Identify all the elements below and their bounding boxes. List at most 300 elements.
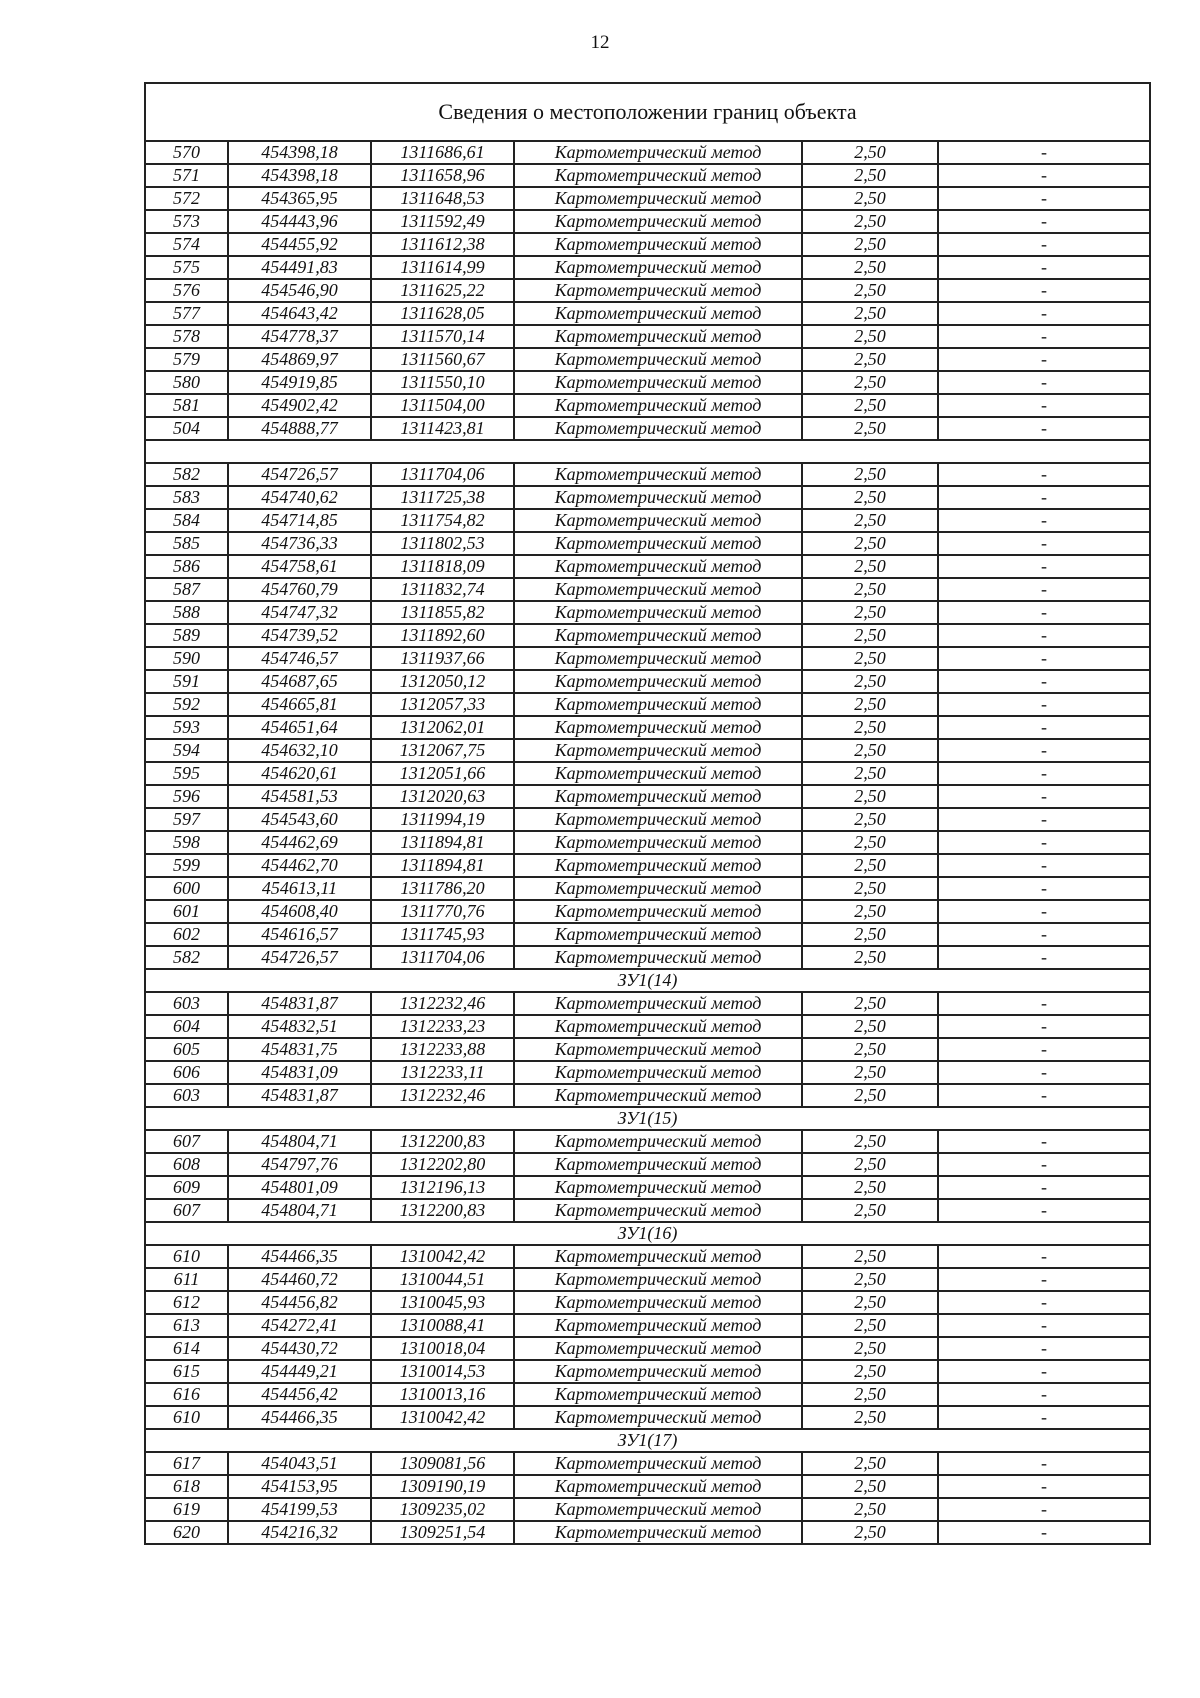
accuracy-cell: 2,50 [802, 279, 938, 302]
point-number-cell: 610 [145, 1406, 228, 1429]
x-coordinate-cell: 454801,09 [228, 1176, 371, 1199]
method-cell: Картометрический метод [514, 348, 802, 371]
x-coordinate-cell: 454456,42 [228, 1383, 371, 1406]
y-coordinate-cell: 1311686,61 [371, 141, 514, 164]
method-cell: Картометрический метод [514, 877, 802, 900]
x-coordinate-cell: 454760,79 [228, 578, 371, 601]
description-cell: - [938, 325, 1150, 348]
y-coordinate-cell: 1312233,88 [371, 1038, 514, 1061]
x-coordinate-cell: 454736,33 [228, 532, 371, 555]
description-cell: - [938, 1245, 1150, 1268]
accuracy-cell: 2,50 [802, 256, 938, 279]
x-coordinate-cell: 454466,35 [228, 1406, 371, 1429]
accuracy-cell: 2,50 [802, 1153, 938, 1176]
point-number-cell: 580 [145, 371, 228, 394]
method-cell: Картометрический метод [514, 762, 802, 785]
y-coordinate-cell: 1312202,80 [371, 1153, 514, 1176]
description-cell: - [938, 417, 1150, 440]
point-number-cell: 593 [145, 716, 228, 739]
table-row [145, 187, 1150, 210]
y-coordinate-cell: 1309251,54 [371, 1521, 514, 1544]
table-row [145, 900, 1150, 923]
table-row [145, 210, 1150, 233]
description-cell: - [938, 923, 1150, 946]
description-cell: - [938, 555, 1150, 578]
table-row [145, 1406, 1150, 1429]
x-coordinate-cell: 454272,41 [228, 1314, 371, 1337]
method-cell: Картометрический метод [514, 371, 802, 394]
method-cell: Картометрический метод [514, 233, 802, 256]
method-cell: Картометрический метод [514, 1452, 802, 1475]
point-number-cell: 586 [145, 555, 228, 578]
y-coordinate-cell: 1310088,41 [371, 1314, 514, 1337]
accuracy-cell: 2,50 [802, 1521, 938, 1544]
section-header-row [145, 1107, 1150, 1130]
description-cell: - [938, 256, 1150, 279]
x-coordinate-cell: 454651,64 [228, 716, 371, 739]
description-cell: - [938, 762, 1150, 785]
accuracy-cell: 2,50 [802, 578, 938, 601]
y-coordinate-cell: 1309081,56 [371, 1452, 514, 1475]
x-coordinate-cell: 454430,72 [228, 1337, 371, 1360]
method-cell: Картометрический метод [514, 1245, 802, 1268]
y-coordinate-cell: 1310042,42 [371, 1406, 514, 1429]
description-cell: - [938, 578, 1150, 601]
blank-cell [145, 440, 1150, 463]
method-cell: Картометрический метод [514, 555, 802, 578]
table-row [145, 394, 1150, 417]
y-coordinate-cell: 1312051,66 [371, 762, 514, 785]
table-row [145, 647, 1150, 670]
description-cell: - [938, 1406, 1150, 1429]
point-number-cell: 587 [145, 578, 228, 601]
y-coordinate-cell: 1311818,09 [371, 555, 514, 578]
description-cell: - [938, 1130, 1150, 1153]
accuracy-cell: 2,50 [802, 371, 938, 394]
point-number-cell: 591 [145, 670, 228, 693]
x-coordinate-cell: 454620,61 [228, 762, 371, 785]
x-coordinate-cell: 454714,85 [228, 509, 371, 532]
description-cell: - [938, 371, 1150, 394]
accuracy-cell: 2,50 [802, 716, 938, 739]
table-row [145, 348, 1150, 371]
table-body [145, 141, 1150, 1544]
x-coordinate-cell: 454616,57 [228, 923, 371, 946]
x-coordinate-cell: 454043,51 [228, 1452, 371, 1475]
point-number-cell: 620 [145, 1521, 228, 1544]
description-cell: - [938, 693, 1150, 716]
y-coordinate-cell: 1310018,04 [371, 1337, 514, 1360]
table-row [145, 1199, 1150, 1222]
accuracy-cell: 2,50 [802, 210, 938, 233]
accuracy-cell: 2,50 [802, 555, 938, 578]
accuracy-cell: 2,50 [802, 1360, 938, 1383]
accuracy-cell: 2,50 [802, 693, 938, 716]
accuracy-cell: 2,50 [802, 762, 938, 785]
x-coordinate-cell: 454831,75 [228, 1038, 371, 1061]
method-cell: Картометрический метод [514, 279, 802, 302]
method-cell: Картометрический метод [514, 578, 802, 601]
x-coordinate-cell: 454831,87 [228, 992, 371, 1015]
y-coordinate-cell: 1312232,46 [371, 992, 514, 1015]
table-row [145, 923, 1150, 946]
point-number-cell: 582 [145, 946, 228, 969]
table-row [145, 1268, 1150, 1291]
table-title: Сведения о местоположении границ объекта [145, 83, 1150, 141]
x-coordinate-cell: 454804,71 [228, 1130, 371, 1153]
y-coordinate-cell: 1311550,10 [371, 371, 514, 394]
x-coordinate-cell: 454632,10 [228, 739, 371, 762]
description-cell: - [938, 831, 1150, 854]
table-row [145, 256, 1150, 279]
point-number-cell: 588 [145, 601, 228, 624]
x-coordinate-cell: 454199,53 [228, 1498, 371, 1521]
table-row [145, 1383, 1150, 1406]
y-coordinate-cell: 1312200,83 [371, 1199, 514, 1222]
description-cell: - [938, 486, 1150, 509]
accuracy-cell: 2,50 [802, 923, 938, 946]
section-header-row [145, 969, 1150, 992]
accuracy-cell: 2,50 [802, 348, 938, 371]
method-cell: Картометрический метод [514, 647, 802, 670]
table-row [145, 946, 1150, 969]
x-coordinate-cell: 454665,81 [228, 693, 371, 716]
method-cell: Картометрический метод [514, 785, 802, 808]
point-number-cell: 595 [145, 762, 228, 785]
table-row [145, 141, 1150, 164]
description-cell: - [938, 854, 1150, 877]
description-cell: - [938, 532, 1150, 555]
x-coordinate-cell: 454869,97 [228, 348, 371, 371]
method-cell: Картометрический метод [514, 210, 802, 233]
description-cell: - [938, 279, 1150, 302]
point-number-cell: 618 [145, 1475, 228, 1498]
table-row [145, 1360, 1150, 1383]
description-cell: - [938, 647, 1150, 670]
x-coordinate-cell: 454455,92 [228, 233, 371, 256]
y-coordinate-cell: 1311628,05 [371, 302, 514, 325]
point-number-cell: 598 [145, 831, 228, 854]
table-row [145, 1291, 1150, 1314]
accuracy-cell: 2,50 [802, 1130, 938, 1153]
method-cell: Картометрический метод [514, 1475, 802, 1498]
x-coordinate-cell: 454398,18 [228, 141, 371, 164]
method-cell: Картометрический метод [514, 1406, 802, 1429]
method-cell: Картометрический метод [514, 992, 802, 1015]
method-cell: Картометрический метод [514, 739, 802, 762]
table-row [145, 624, 1150, 647]
accuracy-cell: 2,50 [802, 164, 938, 187]
y-coordinate-cell: 1311570,14 [371, 325, 514, 348]
x-coordinate-cell: 454462,69 [228, 831, 371, 854]
method-cell: Картометрический метод [514, 325, 802, 348]
y-coordinate-cell: 1310044,51 [371, 1268, 514, 1291]
method-cell: Картометрический метод [514, 509, 802, 532]
point-number-cell: 571 [145, 164, 228, 187]
y-coordinate-cell: 1311937,66 [371, 647, 514, 670]
table-row [145, 808, 1150, 831]
point-number-cell: 594 [145, 739, 228, 762]
point-number-cell: 607 [145, 1130, 228, 1153]
description-cell: - [938, 348, 1150, 371]
table-row [145, 716, 1150, 739]
description-cell: - [938, 164, 1150, 187]
y-coordinate-cell: 1311612,38 [371, 233, 514, 256]
point-number-cell: 616 [145, 1383, 228, 1406]
accuracy-cell: 2,50 [802, 1498, 938, 1521]
section-label: ЗУ1(14) [145, 969, 1150, 992]
accuracy-cell: 2,50 [802, 1383, 938, 1406]
point-number-cell: 573 [145, 210, 228, 233]
accuracy-cell: 2,50 [802, 1406, 938, 1429]
y-coordinate-cell: 1311994,19 [371, 808, 514, 831]
point-number-cell: 577 [145, 302, 228, 325]
table-row [145, 831, 1150, 854]
accuracy-cell: 2,50 [802, 1084, 938, 1107]
table-row [145, 1084, 1150, 1107]
point-number-cell: 597 [145, 808, 228, 831]
point-number-cell: 589 [145, 624, 228, 647]
point-number-cell: 613 [145, 1314, 228, 1337]
x-coordinate-cell: 454804,71 [228, 1199, 371, 1222]
table-row [145, 992, 1150, 1015]
y-coordinate-cell: 1312233,23 [371, 1015, 514, 1038]
description-cell: - [938, 1061, 1150, 1084]
boundary-coordinates-table [144, 82, 1151, 1545]
description-cell: - [938, 141, 1150, 164]
accuracy-cell: 2,50 [802, 992, 938, 1015]
point-number-cell: 581 [145, 394, 228, 417]
y-coordinate-cell: 1311855,82 [371, 601, 514, 624]
description-cell: - [938, 233, 1150, 256]
description-cell: - [938, 1038, 1150, 1061]
method-cell: Картометрический метод [514, 164, 802, 187]
table-row [145, 1130, 1150, 1153]
y-coordinate-cell: 1311704,06 [371, 463, 514, 486]
accuracy-cell: 2,50 [802, 1314, 938, 1337]
table-row [145, 417, 1150, 440]
x-coordinate-cell: 454546,90 [228, 279, 371, 302]
y-coordinate-cell: 1311423,81 [371, 417, 514, 440]
accuracy-cell: 2,50 [802, 1245, 938, 1268]
y-coordinate-cell: 1312233,11 [371, 1061, 514, 1084]
accuracy-cell: 2,50 [802, 463, 938, 486]
boundary-table-container [144, 82, 1149, 1545]
table-title-row [145, 83, 1150, 141]
accuracy-cell: 2,50 [802, 1452, 938, 1475]
point-number-cell: 603 [145, 1084, 228, 1107]
description-cell: - [938, 302, 1150, 325]
x-coordinate-cell: 454491,83 [228, 256, 371, 279]
table-row [145, 854, 1150, 877]
x-coordinate-cell: 454543,60 [228, 808, 371, 831]
method-cell: Картометрический метод [514, 1291, 802, 1314]
accuracy-cell: 2,50 [802, 854, 938, 877]
point-number-cell: 610 [145, 1245, 228, 1268]
table-row [145, 509, 1150, 532]
description-cell: - [938, 946, 1150, 969]
method-cell: Картометрический метод [514, 1061, 802, 1084]
method-cell: Картометрический метод [514, 601, 802, 624]
x-coordinate-cell: 454832,51 [228, 1015, 371, 1038]
y-coordinate-cell: 1311658,96 [371, 164, 514, 187]
point-number-cell: 504 [145, 417, 228, 440]
description-cell: - [938, 1153, 1150, 1176]
accuracy-cell: 2,50 [802, 141, 938, 164]
method-cell: Картометрический метод [514, 532, 802, 555]
method-cell: Картометрический метод [514, 1015, 802, 1038]
description-cell: - [938, 785, 1150, 808]
accuracy-cell: 2,50 [802, 785, 938, 808]
description-cell: - [938, 1084, 1150, 1107]
description-cell: - [938, 1521, 1150, 1544]
x-coordinate-cell: 454216,32 [228, 1521, 371, 1544]
point-number-cell: 611 [145, 1268, 228, 1291]
table-row [145, 463, 1150, 486]
x-coordinate-cell: 454365,95 [228, 187, 371, 210]
x-coordinate-cell: 454460,72 [228, 1268, 371, 1291]
method-cell: Картометрический метод [514, 900, 802, 923]
y-coordinate-cell: 1312067,75 [371, 739, 514, 762]
table-row [145, 302, 1150, 325]
accuracy-cell: 2,50 [802, 187, 938, 210]
x-coordinate-cell: 454919,85 [228, 371, 371, 394]
description-cell: - [938, 716, 1150, 739]
point-number-cell: 614 [145, 1337, 228, 1360]
point-number-cell: 579 [145, 348, 228, 371]
y-coordinate-cell: 1311745,93 [371, 923, 514, 946]
method-cell: Картометрический метод [514, 693, 802, 716]
x-coordinate-cell: 454449,21 [228, 1360, 371, 1383]
y-coordinate-cell: 1312050,12 [371, 670, 514, 693]
y-coordinate-cell: 1311625,22 [371, 279, 514, 302]
y-coordinate-cell: 1309190,19 [371, 1475, 514, 1498]
method-cell: Картометрический метод [514, 1153, 802, 1176]
method-cell: Картометрический метод [514, 1176, 802, 1199]
y-coordinate-cell: 1311770,76 [371, 900, 514, 923]
accuracy-cell: 2,50 [802, 325, 938, 348]
x-coordinate-cell: 454778,37 [228, 325, 371, 348]
accuracy-cell: 2,50 [802, 1475, 938, 1498]
method-cell: Картометрический метод [514, 1521, 802, 1544]
description-cell: - [938, 1452, 1150, 1475]
x-coordinate-cell: 454726,57 [228, 946, 371, 969]
accuracy-cell: 2,50 [802, 1268, 938, 1291]
method-cell: Картометрический метод [514, 946, 802, 969]
table-row [145, 1337, 1150, 1360]
description-cell: - [938, 601, 1150, 624]
point-number-cell: 603 [145, 992, 228, 1015]
y-coordinate-cell: 1310013,16 [371, 1383, 514, 1406]
method-cell: Картометрический метод [514, 1268, 802, 1291]
x-coordinate-cell: 454153,95 [228, 1475, 371, 1498]
y-coordinate-cell: 1310042,42 [371, 1245, 514, 1268]
description-cell: - [938, 1291, 1150, 1314]
table-row [145, 670, 1150, 693]
y-coordinate-cell: 1310045,93 [371, 1291, 514, 1314]
table-row [145, 555, 1150, 578]
method-cell: Картометрический метод [514, 1337, 802, 1360]
table-row [145, 486, 1150, 509]
description-cell: - [938, 808, 1150, 831]
table-row [145, 785, 1150, 808]
method-cell: Картометрический метод [514, 486, 802, 509]
x-coordinate-cell: 454902,42 [228, 394, 371, 417]
description-cell: - [938, 1475, 1150, 1498]
section-header-row [145, 1222, 1150, 1245]
accuracy-cell: 2,50 [802, 1038, 938, 1061]
x-coordinate-cell: 454831,09 [228, 1061, 371, 1084]
description-cell: - [938, 509, 1150, 532]
page-number: 12 [590, 32, 610, 53]
x-coordinate-cell: 454687,65 [228, 670, 371, 693]
y-coordinate-cell: 1312020,63 [371, 785, 514, 808]
point-number-cell: 607 [145, 1199, 228, 1222]
section-label: ЗУ1(17) [145, 1429, 1150, 1452]
table-row [145, 1475, 1150, 1498]
method-cell: Картометрический метод [514, 1130, 802, 1153]
table-row [145, 1015, 1150, 1038]
method-cell: Картометрический метод [514, 1199, 802, 1222]
description-cell: - [938, 187, 1150, 210]
accuracy-cell: 2,50 [802, 1199, 938, 1222]
table-row [145, 532, 1150, 555]
description-cell: - [938, 1015, 1150, 1038]
method-cell: Картометрический метод [514, 256, 802, 279]
method-cell: Картометрический метод [514, 1383, 802, 1406]
description-cell: - [938, 877, 1150, 900]
method-cell: Картометрический метод [514, 1038, 802, 1061]
description-cell: - [938, 1314, 1150, 1337]
description-cell: - [938, 463, 1150, 486]
y-coordinate-cell: 1309235,02 [371, 1498, 514, 1521]
table-row [145, 371, 1150, 394]
point-number-cell: 574 [145, 233, 228, 256]
table-row [145, 601, 1150, 624]
x-coordinate-cell: 454466,35 [228, 1245, 371, 1268]
point-number-cell: 604 [145, 1015, 228, 1038]
x-coordinate-cell: 454747,32 [228, 601, 371, 624]
point-number-cell: 601 [145, 900, 228, 923]
accuracy-cell: 2,50 [802, 900, 938, 923]
accuracy-cell: 2,50 [802, 647, 938, 670]
accuracy-cell: 2,50 [802, 670, 938, 693]
point-number-cell: 570 [145, 141, 228, 164]
accuracy-cell: 2,50 [802, 233, 938, 256]
point-number-cell: 600 [145, 877, 228, 900]
y-coordinate-cell: 1310014,53 [371, 1360, 514, 1383]
point-number-cell: 584 [145, 509, 228, 532]
x-coordinate-cell: 454739,52 [228, 624, 371, 647]
accuracy-cell: 2,50 [802, 739, 938, 762]
method-cell: Картометрический метод [514, 463, 802, 486]
table-row [145, 1038, 1150, 1061]
method-cell: Картометрический метод [514, 1314, 802, 1337]
point-number-cell: 605 [145, 1038, 228, 1061]
table-row [145, 325, 1150, 348]
description-cell: - [938, 394, 1150, 417]
y-coordinate-cell: 1311894,81 [371, 831, 514, 854]
table-row [145, 164, 1150, 187]
x-coordinate-cell: 454888,77 [228, 417, 371, 440]
table-row [145, 1314, 1150, 1337]
point-number-cell: 602 [145, 923, 228, 946]
point-number-cell: 572 [145, 187, 228, 210]
y-coordinate-cell: 1312200,83 [371, 1130, 514, 1153]
table-row [145, 1245, 1150, 1268]
x-coordinate-cell: 454643,42 [228, 302, 371, 325]
y-coordinate-cell: 1311560,67 [371, 348, 514, 371]
